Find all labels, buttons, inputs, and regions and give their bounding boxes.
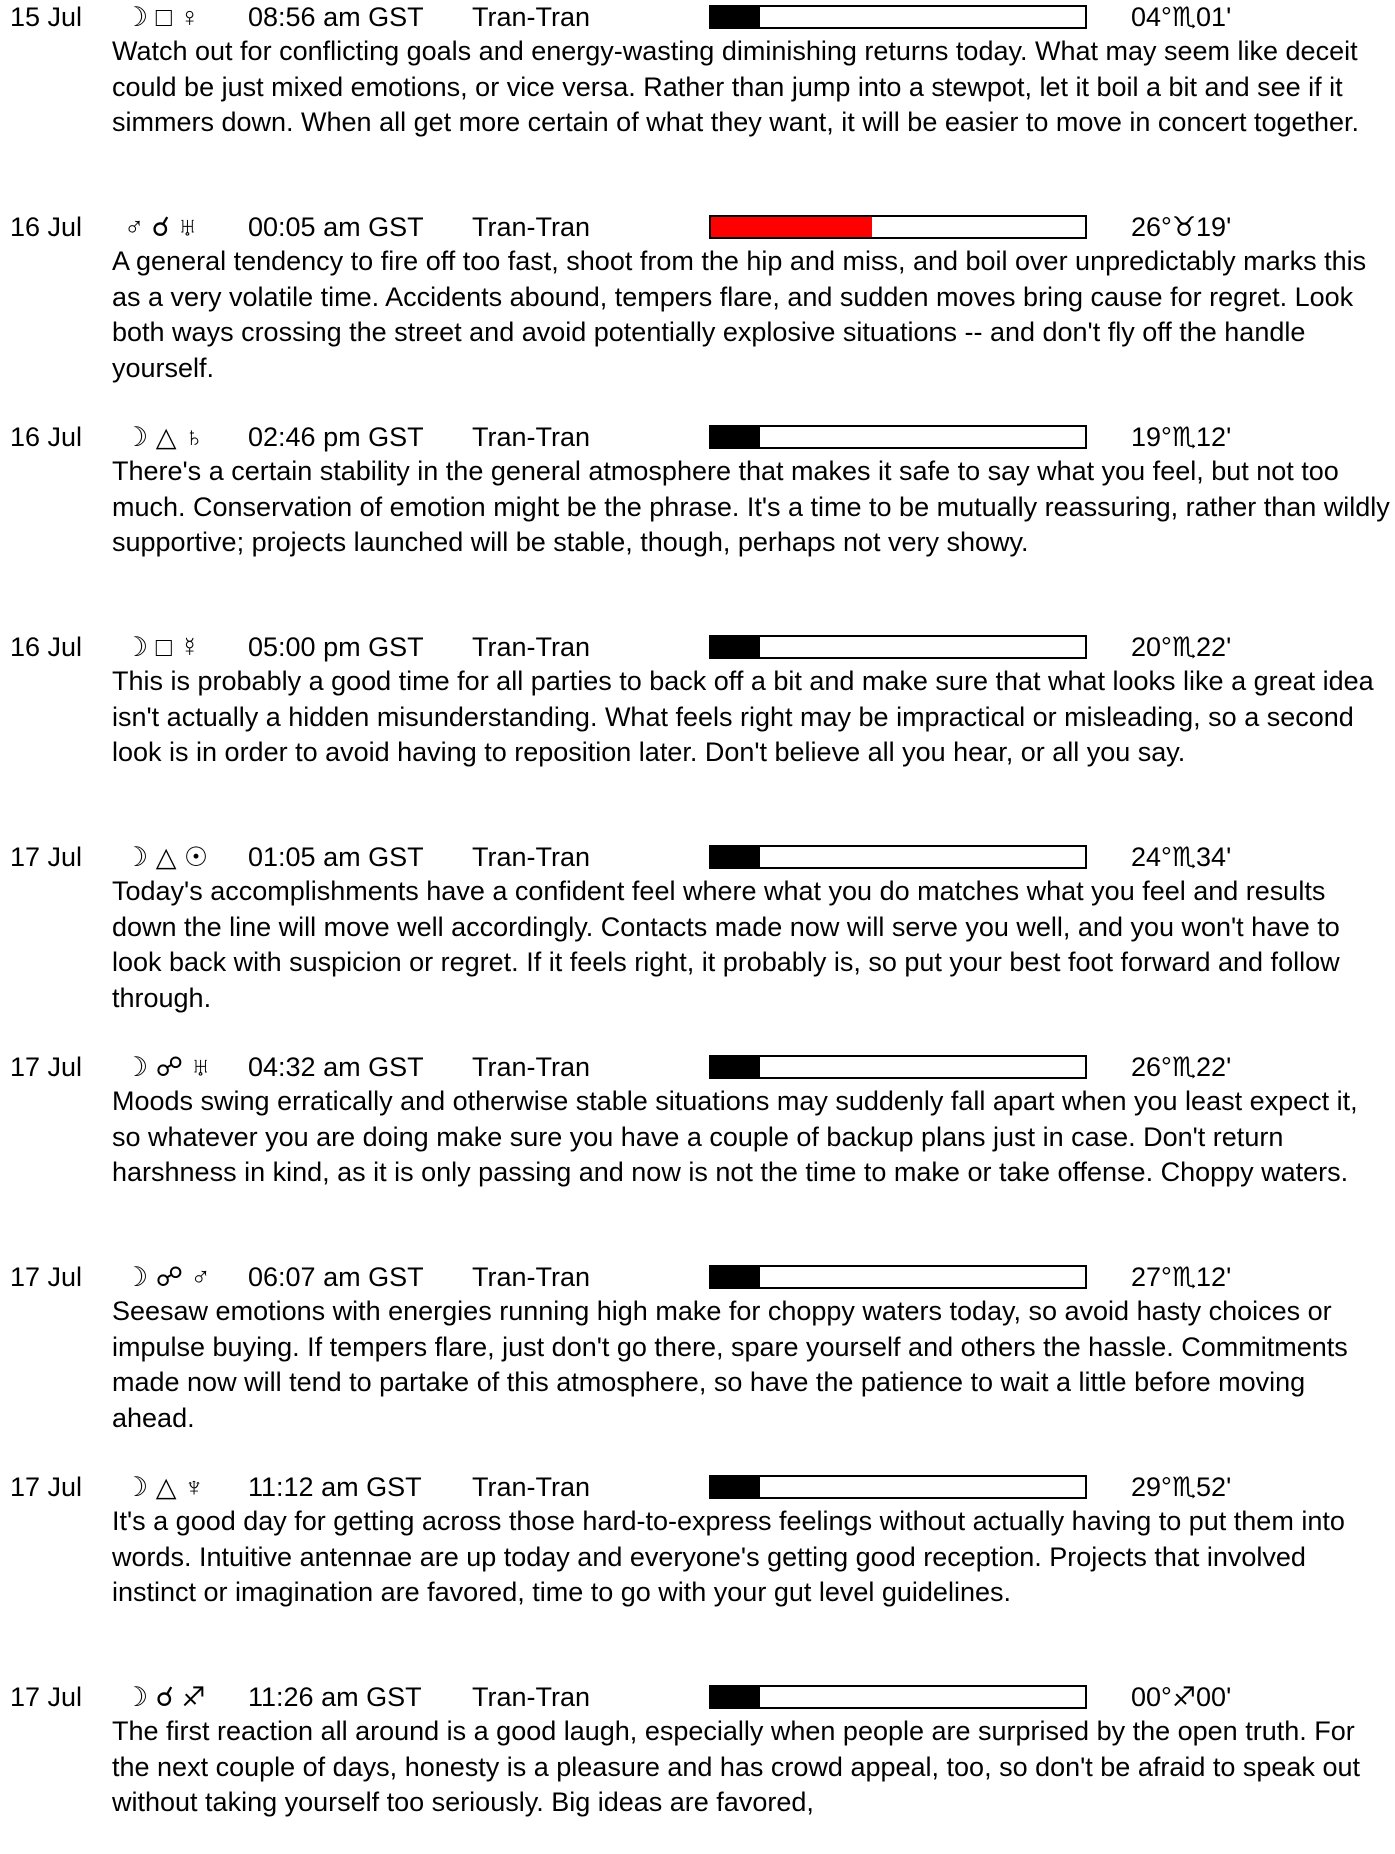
entry-description: Moods swing erratically and otherwise stable situations may suddenly fall apart when you least expect it, so whatever you are doing make sure you have a couple of backup plans just in case. Don't return harshness in kind, as it is only passing and now is not the time to make or take offense. Choppy waters.: [112, 1086, 1358, 1187]
entry-type: Tran-Tran: [472, 1472, 591, 1502]
transit-entry: [0, 1260, 1395, 1436]
entry-description: Today's accomplishments have a confident feel where what you do matches what you feel and results down the line will move well accordingly. Contacts made now will serve you well, and you won't have to look back with suspicion or regret. If it feels right, it probably is, so put your best foot forward and follow through.: [112, 876, 1340, 1013]
strength-bar-fill: [711, 1477, 760, 1497]
aspect-glyphs: ☽ ☌ ♐: [124, 1682, 206, 1712]
entry-type: Tran-Tran: [472, 1682, 591, 1712]
zodiac-position: 19°♏12': [1131, 422, 1232, 452]
strength-bar: [709, 425, 1087, 449]
entry-header: [0, 0, 1395, 34]
strength-bar: [709, 1475, 1087, 1499]
zodiac-position: 26°♉19': [1131, 212, 1232, 242]
entry-header: [0, 1680, 1395, 1714]
strength-bar-fill: [711, 217, 872, 237]
entry-time: 11:26 am GST: [248, 1682, 422, 1712]
strength-bar: [709, 1685, 1087, 1709]
strength-bar: [709, 5, 1087, 29]
transit-entry: [0, 1470, 1395, 1611]
transit-entry: [0, 210, 1395, 386]
entry-time: 06:07 am GST: [248, 1262, 424, 1292]
transit-entry: [0, 0, 1395, 141]
zodiac-position: 27°♏12': [1131, 1262, 1232, 1292]
entry-header: [0, 420, 1395, 454]
entry-time: 11:12 am GST: [248, 1472, 422, 1502]
transit-entry: [0, 630, 1395, 771]
entry-time: 04:32 am GST: [248, 1052, 424, 1082]
entry-type: Tran-Tran: [472, 212, 591, 242]
entry-description: It's a good day for getting across those hard-to-express feelings without actually having to put them into words. Intuitive antennae are up today and everyone's getting good reception. Projects that involved instinct or imagination are favored, time to go with your gut level guidelines.: [112, 1506, 1345, 1607]
entry-type: Tran-Tran: [472, 842, 591, 872]
entry-header: [0, 1050, 1395, 1084]
entry-description: Seesaw emotions with energies running high make for choppy waters today, so avoid hasty choices or impulse buying. If tempers flare, just don't go there, spare yourself and others the hassle. Commitments made now will tend to partake of this atmosphere, so have the patience to wait a little before moving ahead.: [112, 1296, 1348, 1433]
entry-header: [0, 630, 1395, 664]
entry-type: Tran-Tran: [472, 1262, 591, 1292]
entry-date: 17 Jul: [10, 842, 83, 872]
entry-date: 17 Jul: [10, 1262, 83, 1292]
entry-type: Tran-Tran: [472, 632, 591, 662]
strength-bar-fill: [711, 1057, 760, 1077]
entry-date: 16 Jul: [10, 632, 83, 662]
aspect-glyphs: ☽ ☍ ♅: [124, 1052, 211, 1082]
entry-date: 17 Jul: [10, 1052, 83, 1082]
zodiac-position: 29°♏52': [1131, 1472, 1232, 1502]
entry-type: Tran-Tran: [472, 422, 591, 452]
entry-time: 05:00 pm GST: [248, 632, 424, 662]
entry-type: Tran-Tran: [472, 1052, 591, 1082]
strength-bar-fill: [711, 7, 760, 27]
entry-header: [0, 840, 1395, 874]
transit-entry: [0, 840, 1395, 1016]
entry-header: [0, 210, 1395, 244]
aspect-glyphs: ☽ □ ☿: [124, 632, 200, 662]
entry-date: 16 Jul: [10, 212, 83, 242]
entry-description: This is probably a good time for all parties to back off a bit and make sure that what looks like a great idea isn't actually a hidden misunderstanding. What feels right may be impractical or misleading, so a second look is in order to avoid having to reposition later. Don't believe all you hear, or all you say.: [112, 666, 1374, 767]
strength-bar: [709, 845, 1087, 869]
transit-entry: [0, 1050, 1395, 1191]
entry-date: 17 Jul: [10, 1682, 83, 1712]
aspect-glyphs: ♂ ☌ ♅: [124, 212, 198, 242]
strength-bar-fill: [711, 847, 760, 867]
strength-bar-fill: [711, 427, 760, 447]
strength-bar-fill: [711, 1267, 760, 1287]
zodiac-position: 24°♏34': [1131, 842, 1232, 872]
strength-bar: [709, 635, 1087, 659]
zodiac-position: 20°♏22': [1131, 632, 1232, 662]
strength-bar: [709, 215, 1087, 239]
strength-bar: [709, 1265, 1087, 1289]
entry-description: The first reaction all around is a good laugh, especially when people are surprised by the open truth. For the next couple of days, honesty is a pleasure and has crowd appeal, too, so don't be afraid to speak out without taking yourself too seriously. Big ideas are favored,: [112, 1716, 1360, 1817]
entry-time: 02:46 pm GST: [248, 422, 424, 452]
entry-date: 16 Jul: [10, 422, 83, 452]
aspect-glyphs: ☽ □ ♀: [124, 2, 200, 32]
transit-entry: [0, 420, 1395, 561]
entry-header: [0, 1470, 1395, 1504]
strength-bar-fill: [711, 637, 760, 657]
aspect-glyphs: ☽ △ ☉: [124, 842, 209, 872]
entry-date: 15 Jul: [10, 2, 83, 32]
entry-time: 08:56 am GST: [248, 2, 424, 32]
entry-date: 17 Jul: [10, 1472, 83, 1502]
aspect-glyphs: ☽ △ ♆: [124, 1472, 205, 1502]
entry-description: There's a certain stability in the general atmosphere that makes it safe to say what you feel, but not too much. Conservation of emotion might be the phrase. It's a time to be mutually reassuring, rather than wildly supportive; projects launched will be stable, though, perhaps not very showy.: [112, 456, 1390, 557]
entry-description: Watch out for conflicting goals and energy-wasting diminishing returns today. What may seem like deceit could be just mixed emotions, or vice versa. Rather than jump into a stewpot, let it boil a bit and see if it simmers down. When all get more certain of what they want, it will be easier to move in concert together.: [112, 36, 1360, 137]
aspect-glyphs: ☽ ☍ ♂: [124, 1262, 211, 1292]
entry-time: 01:05 am GST: [248, 842, 424, 872]
zodiac-position: 00°♐00': [1131, 1682, 1232, 1712]
strength-bar-fill: [711, 1687, 760, 1707]
zodiac-position: 26°♏22': [1131, 1052, 1232, 1082]
aspect-glyphs: ☽ △ ♄: [124, 422, 205, 452]
entry-type: Tran-Tran: [472, 2, 591, 32]
transit-entry: [0, 1680, 1395, 1821]
zodiac-position: 04°♏01': [1131, 2, 1232, 32]
entry-header: [0, 1260, 1395, 1294]
entry-description: A general tendency to fire off too fast, shoot from the hip and miss, and boil over unpredictably marks this as a very volatile time. Accidents abound, tempers flare, and sudden moves bring cause for regret. Look both ways crossing the street and avoid potentially explosive situations -- and don't fly off the handle yourself.: [112, 246, 1367, 383]
entry-time: 00:05 am GST: [248, 212, 424, 242]
strength-bar: [709, 1055, 1087, 1079]
